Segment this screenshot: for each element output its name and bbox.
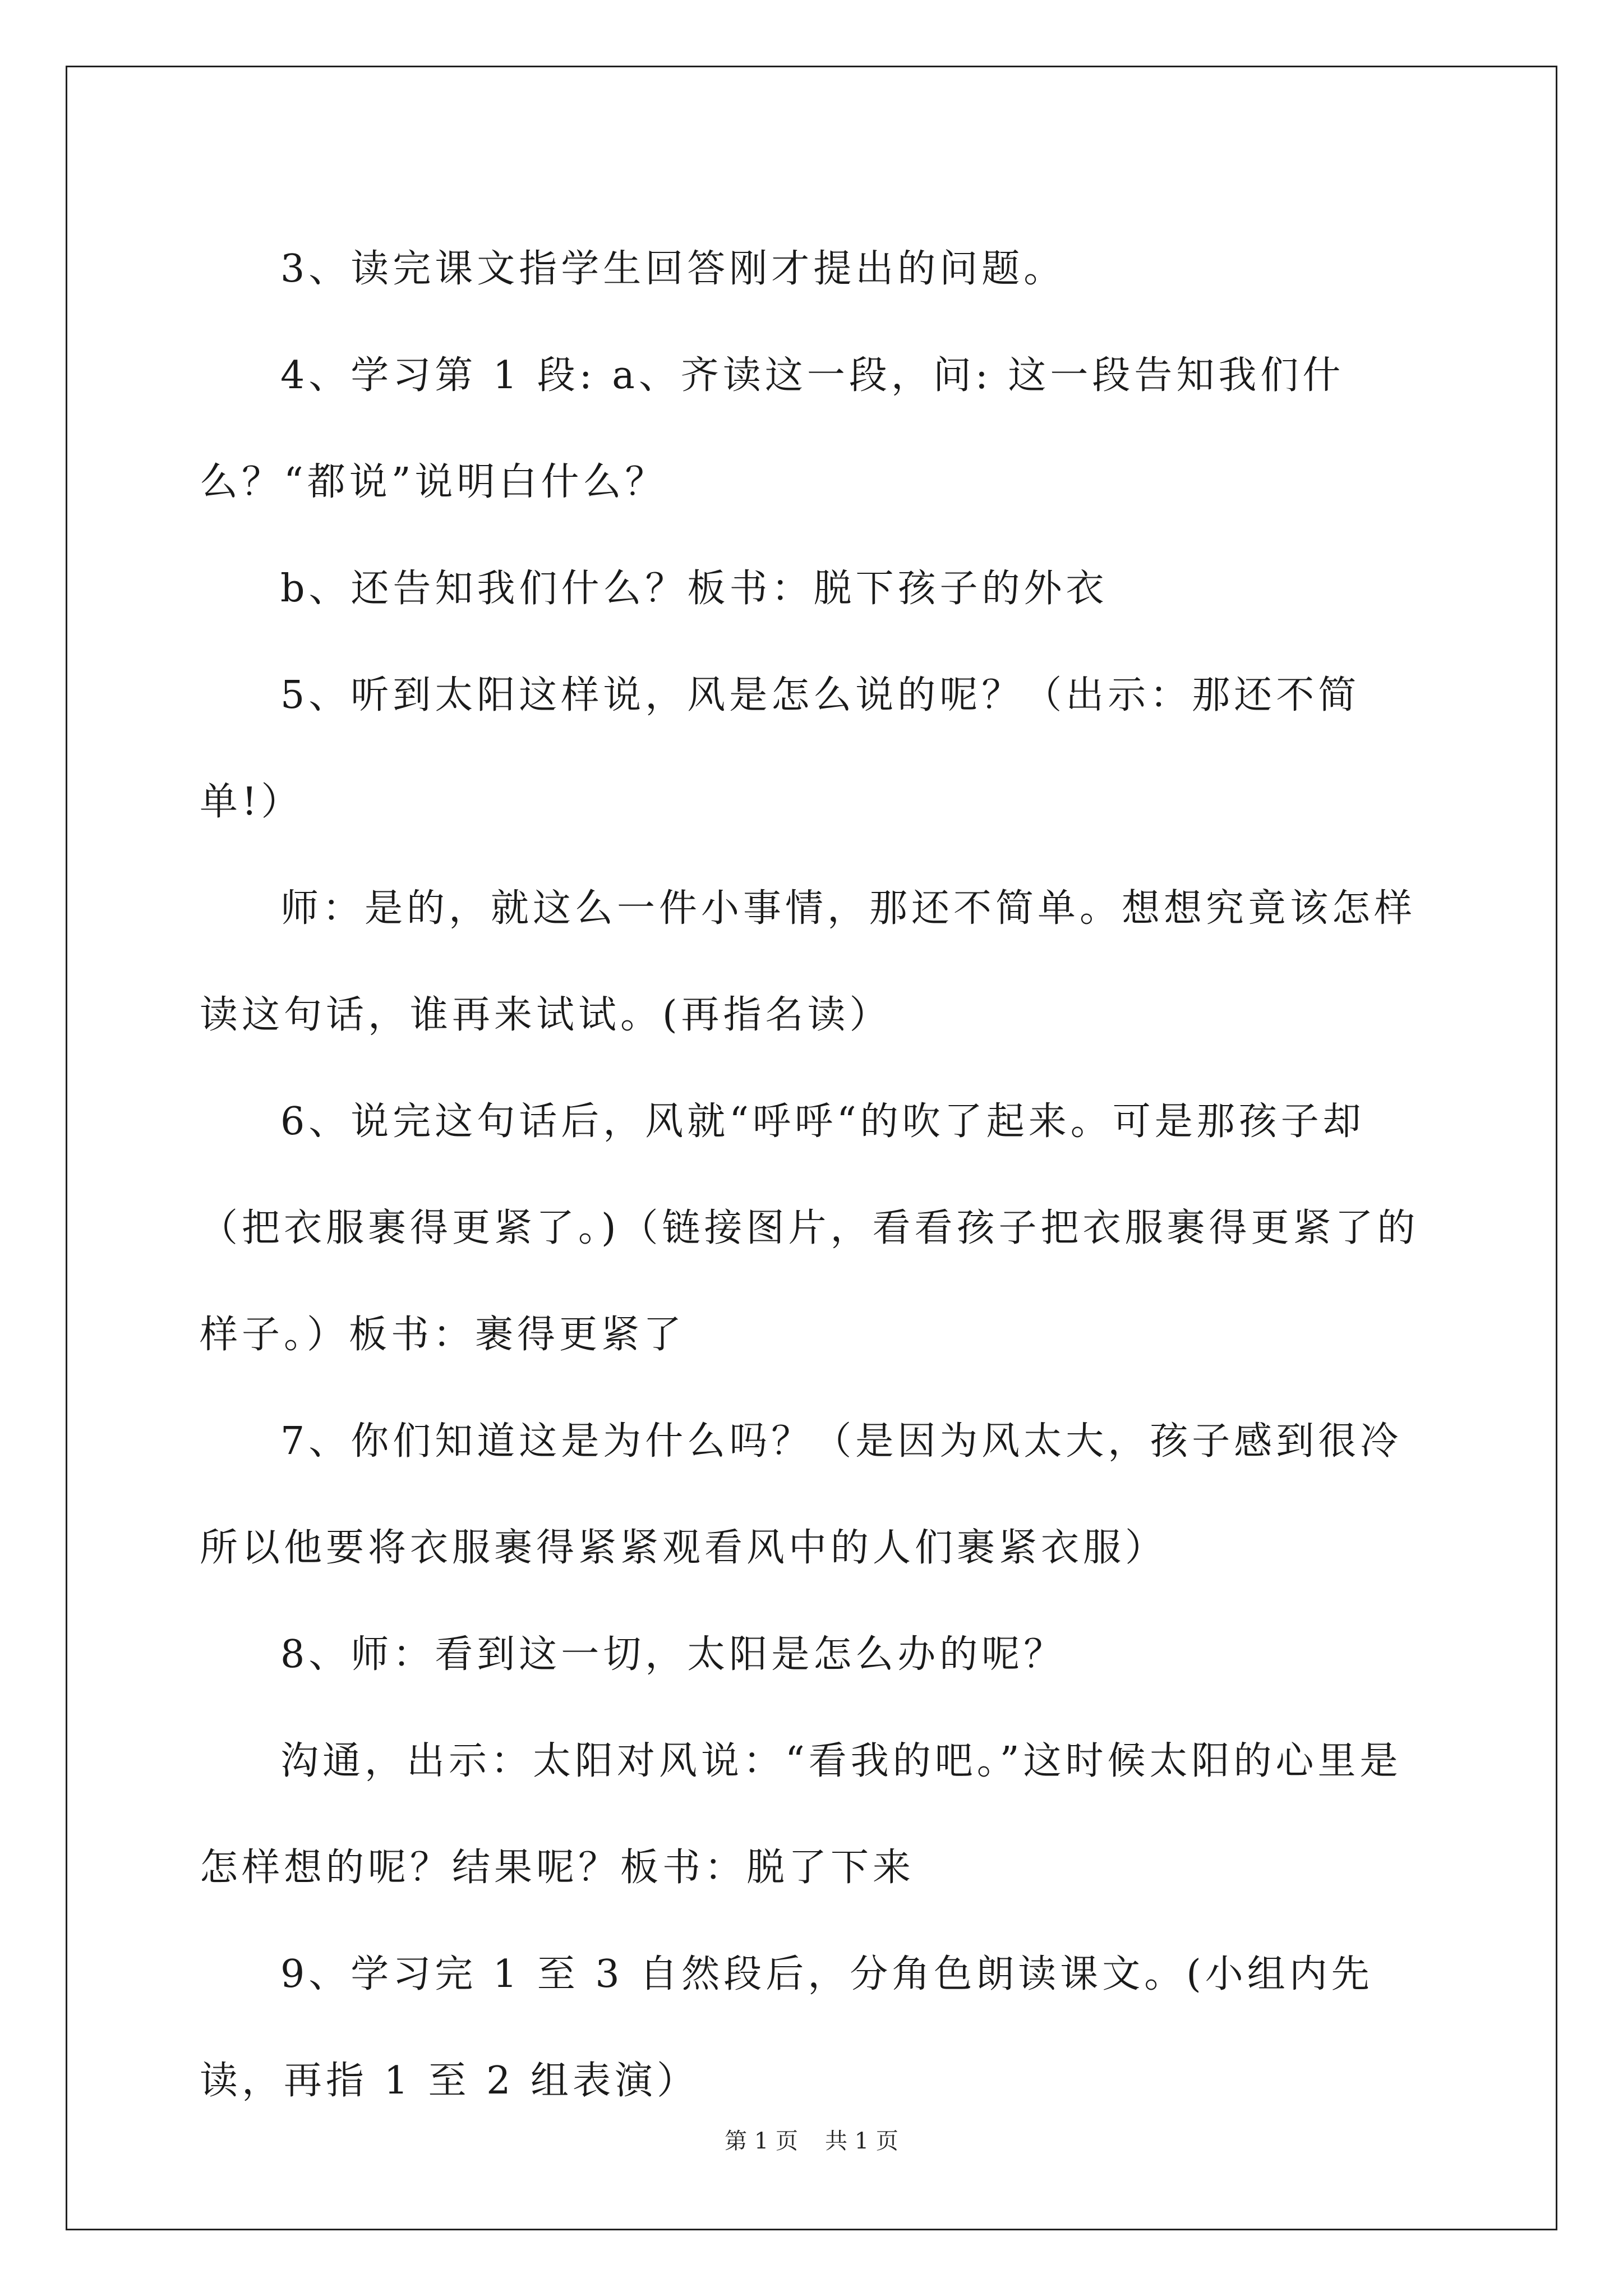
page-number-current: 第 1 页 (725, 2128, 798, 2154)
page-number-total: 共 1 页 (825, 2128, 898, 2154)
page-footer (0, 2127, 1623, 2155)
paragraph-step-8: 8、师：看到这一切，太阳是怎么办的呢？ (280, 1632, 1066, 1677)
paragraph-step-5: 5、听到太阳这样说，风是怎么说的呢？（出示：那还不简单!） (200, 673, 1361, 824)
paragraph-step-7: 7、你们知道这是为什么吗？（是因为风太大，孩子感到很冷所以他要将衣服裹得紧紧观看风中的人们裹紧衣服） (200, 1419, 1403, 1570)
paragraph-step-4: 4、学习第 1 段: a、齐读这一段，问: 这一段告知我们什么？“都说”说明白什么？ (200, 353, 1345, 504)
paragraph-discussion: 沟通，出示：太阳对风说：“看我的吧。”这时候太阳的心里是怎样想的呢？结果呢？板书：脱了下来 (200, 1739, 1402, 1890)
paragraph-teacher-remark: 师：是的，就这么一件小事情，那还不简单。想想究竟该怎样读这句话，谁再来试试。(再指名读） (200, 886, 1417, 1037)
document-body (200, 216, 1439, 2134)
paragraph-step-6: 6、说完这句话后，风就“呼呼“的吹了起来。可是那孩子却（把衣服裹得更紧了。)（链接图片，看看孩子把衣服裹得更紧了的样子。）板书：裹得更紧了 (200, 1099, 1419, 1357)
paragraph-step-4b: b、还告知我们什么？板书：脱下孩子的外衣 (280, 567, 1108, 611)
paragraph-step-9: 9、学习完 1 至 3 自然段后，分角色朗读课文。(小组内先读，再指 1 至 2 组表演） (200, 1952, 1373, 2103)
paragraph-step-3: 3、读完课文指学生回答刚才提出的问题。 (280, 247, 1066, 291)
